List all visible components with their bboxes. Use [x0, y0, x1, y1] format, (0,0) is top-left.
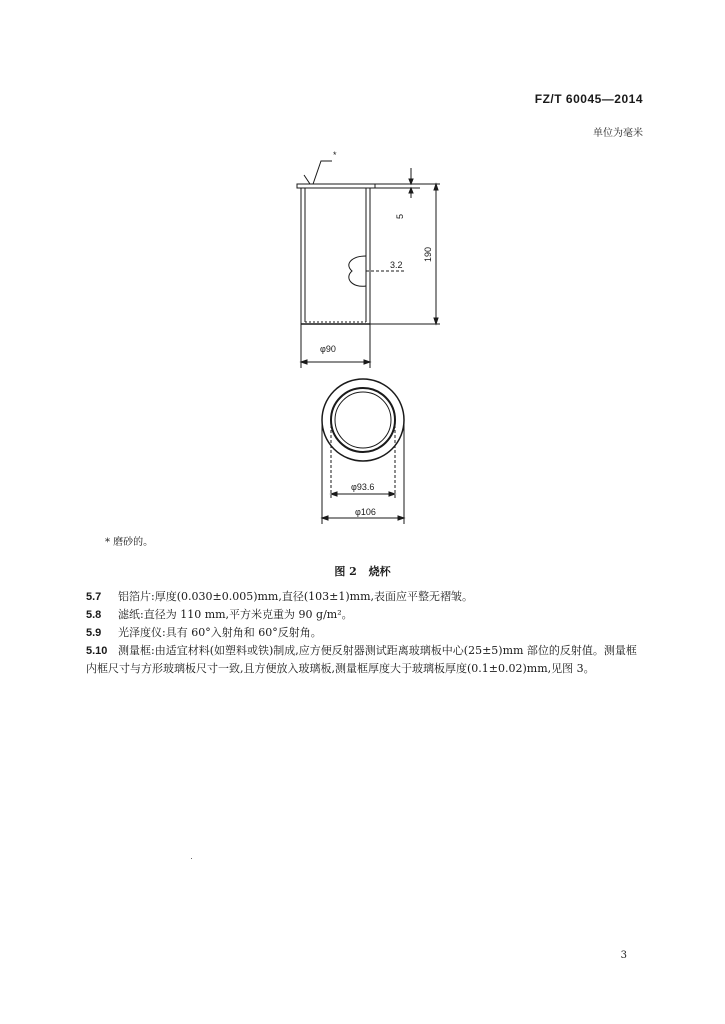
- clause-5-10: [86, 642, 646, 678]
- clause-number: 5.7: [86, 591, 102, 603]
- caption-title: 烧杯: [368, 565, 391, 578]
- clause-text: 铝箔片:厚度(0.030±0.005)mm,直径(103±1)mm,表面应平整无褶皱。: [118, 590, 473, 603]
- clause-5-7: [86, 588, 646, 606]
- unit-note: 单位为毫米: [593, 128, 643, 139]
- dim-wall-top: 5: [395, 213, 405, 219]
- beaker-top-inner-ring: [331, 388, 395, 452]
- surface-finish-symbol: [304, 161, 332, 187]
- dim-body-diameter: φ90: [320, 344, 336, 354]
- beaker-rim: [297, 184, 375, 188]
- figure-caption: [0, 563, 725, 579]
- caption-number: 图 2: [334, 565, 357, 578]
- clause-number: 5.9: [86, 627, 102, 639]
- marker-star: *: [333, 150, 337, 160]
- dim-indent: 3.2: [390, 260, 403, 270]
- clause-5-9: [86, 624, 646, 642]
- clause-text: 滤纸:直径为 110 mm,平方米克重为 90 g/m²。: [118, 608, 353, 621]
- clause-number: 5.8: [86, 609, 102, 621]
- beaker-top-outer-ring: [322, 379, 404, 461]
- stray-dot: [191, 858, 192, 859]
- clause-number: 5.10: [86, 645, 108, 657]
- dim-outer-diameter: φ106: [355, 507, 376, 517]
- dim-height: 190: [423, 246, 433, 262]
- clause-5-8: [86, 606, 646, 624]
- dim-inner-diameter: φ93.6: [351, 482, 375, 492]
- beaker-indent: [349, 256, 366, 286]
- clause-text: 测量框:由适宜材料(如塑料或铁)制成,应方便反射器测试距离玻璃板中心(25±5)mm 部位的反射值。测量框内框尺寸与方形玻璃板尺寸一致,且方便放入玻璃板,测量框厚度大于玻璃板厚度(0.1±0.02)mm,见图 3。: [86, 644, 637, 675]
- figure-footnote: * 磨砂的。: [105, 537, 154, 548]
- clause-text: 光泽度仪:具有 60°入射角和 60°反射角。: [118, 626, 322, 639]
- standard-code: FZ/T 60045—2014: [534, 92, 643, 106]
- page-number: 3: [620, 950, 627, 961]
